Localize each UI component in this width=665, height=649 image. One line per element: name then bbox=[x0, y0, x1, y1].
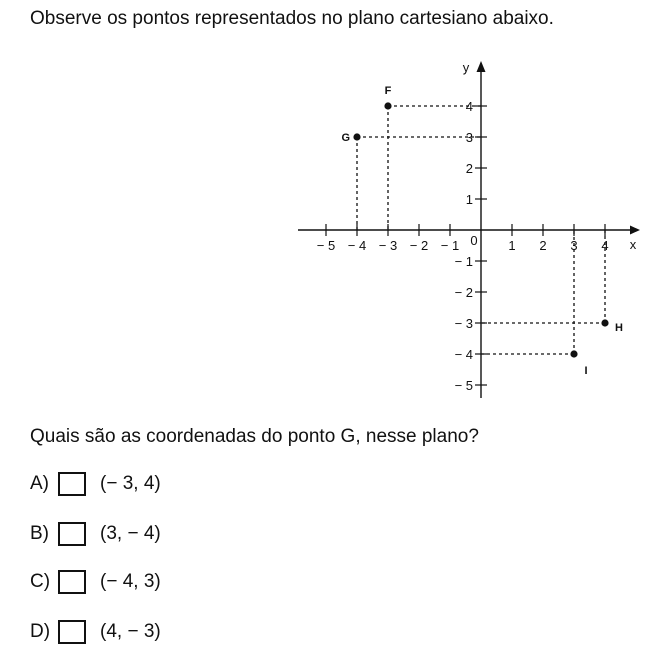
option-a-checkbox[interactable] bbox=[58, 472, 86, 496]
option-b-letter: B) bbox=[30, 523, 49, 544]
option-a-text: (− 3, 4) bbox=[100, 473, 161, 494]
option-d[interactable] bbox=[30, 616, 250, 648]
point-h-marker bbox=[601, 319, 608, 326]
point-h-label: H bbox=[615, 322, 623, 334]
option-d-checkbox[interactable] bbox=[58, 620, 86, 644]
option-b-text: (3, − 4) bbox=[100, 523, 161, 544]
intro-text: Observe os pontos representados no plano cartesiano abaixo. bbox=[30, 8, 554, 29]
y-tick-label: − 4 bbox=[454, 347, 473, 362]
point-f-marker bbox=[384, 102, 391, 109]
y-tick-label: 4 bbox=[465, 99, 473, 114]
point-i-marker bbox=[570, 350, 577, 357]
option-b-checkbox[interactable] bbox=[58, 522, 86, 546]
option-a-letter: A) bbox=[30, 473, 49, 494]
y-tick-label: − 2 bbox=[454, 285, 473, 300]
point-g-marker bbox=[353, 133, 360, 140]
x-axis-arrow-icon bbox=[630, 226, 640, 235]
x-tick-label: 4 bbox=[601, 238, 609, 253]
point-f-label: F bbox=[384, 85, 392, 97]
x-tick-label: − 2 bbox=[409, 238, 429, 253]
option-c-text: (− 4, 3) bbox=[100, 571, 161, 592]
option-b[interactable] bbox=[30, 518, 250, 550]
x-tick-label: 1 bbox=[508, 238, 516, 253]
option-c-checkbox[interactable] bbox=[58, 570, 86, 594]
x-tick-label: 2 bbox=[539, 238, 547, 253]
y-tick-label: − 5 bbox=[454, 378, 473, 393]
x-tick-label: − 4 bbox=[347, 238, 367, 253]
x-tick-label: − 3 bbox=[378, 238, 398, 253]
y-tick-label: − 3 bbox=[454, 316, 473, 331]
y-tick-label: − 1 bbox=[454, 254, 473, 269]
x-tick-label: 3 bbox=[570, 238, 578, 253]
option-d-letter: D) bbox=[30, 621, 51, 642]
y-tick-label: 2 bbox=[465, 161, 473, 176]
option-d-text: (4, − 3) bbox=[100, 621, 161, 642]
y-tick-label: 3 bbox=[465, 130, 473, 145]
x-tick-label: − 1 bbox=[440, 238, 460, 253]
question-text: Quais são as coordenadas do ponto G, nesse plano? bbox=[30, 426, 479, 447]
option-c-letter: C) bbox=[30, 571, 51, 592]
y-axis-arrow-icon bbox=[477, 61, 486, 72]
y-tick-label: 1 bbox=[465, 192, 473, 207]
y-axis-label: y bbox=[462, 60, 470, 75]
option-c[interactable] bbox=[30, 566, 250, 598]
origin-label: 0 bbox=[470, 233, 478, 248]
x-axis-label: x bbox=[629, 237, 637, 252]
x-tick-label: − 5 bbox=[316, 238, 336, 253]
point-i-label: I bbox=[584, 365, 588, 377]
option-a[interactable] bbox=[30, 468, 250, 500]
point-g-label: G bbox=[341, 132, 350, 144]
